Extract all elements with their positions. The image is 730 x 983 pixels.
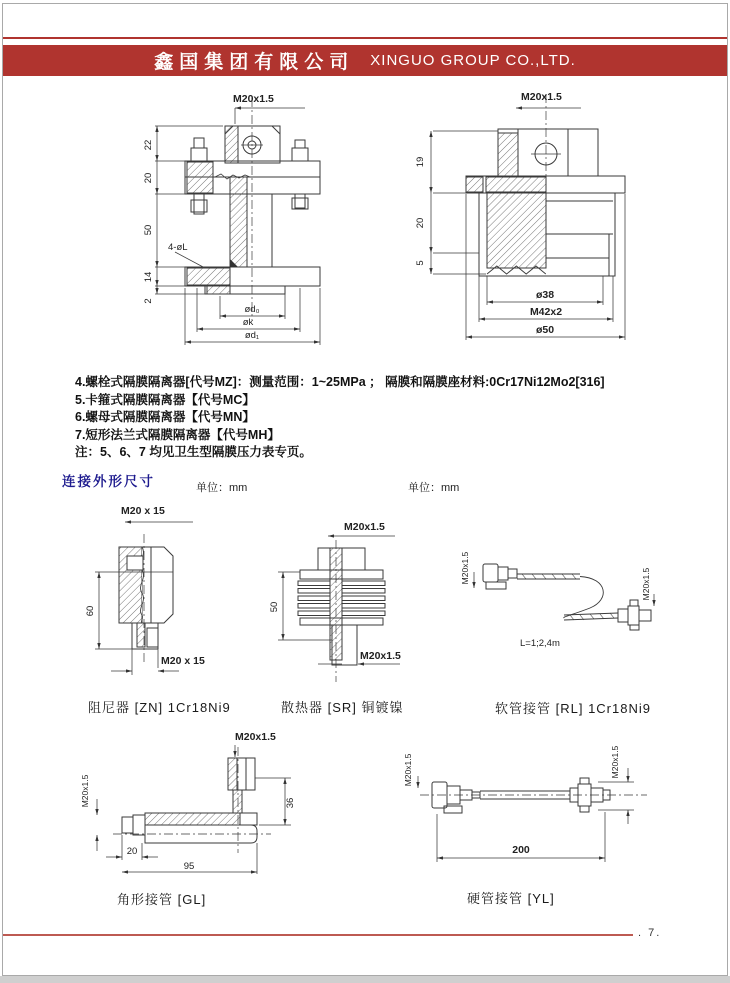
- radiator-thread-bottom-label: M20x1.5: [360, 650, 401, 662]
- company-name-en: XINGUO GROUP CO.,LTD.: [370, 52, 576, 69]
- dim-2: 2: [143, 298, 154, 304]
- angle-thread-top-label: M20x1.5: [235, 731, 276, 743]
- dim-200: 200: [512, 844, 530, 856]
- damper-drawing: [85, 498, 270, 693]
- angle-drawing: [75, 727, 315, 887]
- damper-thread-top-label: M20 x 15: [121, 505, 165, 517]
- header-rule: [3, 37, 727, 39]
- holes-label: 4-øL: [168, 242, 188, 253]
- angle-caption: 角形接管 [GL]: [117, 892, 207, 907]
- dim-5: 5: [415, 260, 426, 266]
- rigid-body: [420, 778, 647, 813]
- rigid-thread-left-label: M20x1.5: [403, 753, 413, 787]
- dim-95: 95: [183, 861, 195, 872]
- dim-14: 14: [143, 271, 154, 283]
- page-number: . 7.: [638, 927, 662, 939]
- rigid-thread-right-label: M20x1.5: [610, 745, 620, 779]
- note-line: 注：5、6、7 均见卫生型隔膜压力表专页。: [75, 445, 312, 459]
- radiator-thread-top-label: M20x1.5: [344, 521, 385, 533]
- angle-thread-side-label: M20x1.5: [80, 774, 90, 808]
- bolt-seal-drawing: [135, 88, 395, 356]
- dim-22: 22: [143, 139, 154, 151]
- hose-caption: 软管接管 [RL] 1Cr18Ni9: [495, 701, 651, 716]
- footer-rule: [3, 934, 633, 936]
- dia-38-label: ø38: [535, 289, 555, 301]
- hose-thread-right-label: M20x1.5: [641, 567, 651, 601]
- company-header-band: [3, 45, 727, 76]
- unit-label-left: 单位：mm: [196, 482, 248, 494]
- scan-edge-shade: [0, 976, 730, 983]
- rigid-drawing: [402, 738, 662, 873]
- bolt-seal-body: [185, 98, 320, 320]
- rigid-caption: 硬管接管 [YL]: [467, 891, 555, 906]
- damper-caption: 阻尼器 [ZN] 1Cr18Ni9: [88, 700, 231, 715]
- dim-50: 50: [143, 224, 154, 236]
- dim-36: 36: [285, 797, 296, 809]
- hose-length-label: L=1;2,4m: [520, 638, 560, 649]
- radiator-drawing: [270, 512, 440, 697]
- note-line: 5.卡箍式隔膜隔离器【代号MC】: [75, 392, 255, 407]
- product-notes: [75, 374, 675, 462]
- dia-d0-label: ød₀: [244, 304, 260, 315]
- m42-label: M42x2: [529, 306, 563, 318]
- company-name-cn: 鑫国集团有限公司: [154, 52, 355, 73]
- dim-50b: 50: [269, 601, 280, 613]
- unit-label-right: 单位：mm: [408, 482, 460, 494]
- dim-20c: 20: [126, 846, 138, 857]
- bolt-seal-thread-label: M20x1.5: [233, 93, 274, 105]
- section-title: 连接外形尺寸: [62, 474, 155, 489]
- note-line: 7.短形法兰式隔膜隔离器【代号MH】: [75, 427, 280, 442]
- compact-seal-thread-label: M20x1.5: [521, 91, 562, 103]
- damper-thread-bottom-label: M20 x 15: [161, 655, 205, 667]
- angle-body: [113, 747, 271, 853]
- hose-drawing: [450, 538, 685, 673]
- damper-body: [119, 534, 173, 662]
- radiator-caption: 散热器 [SR] 铜镀镍: [281, 700, 404, 715]
- note-line: 6.螺母式隔膜隔离器【代号MN】: [75, 410, 255, 424]
- note-line: 4.螺栓式隔膜隔离器[代号MZ]：测量范围：1~25MPa ； 隔膜和隔膜座材料:0Cr17Ni12Mo2[316]: [75, 375, 605, 389]
- dia-d1-label: ød₁: [244, 330, 260, 341]
- hose-thread-left-label: M20x1.5: [460, 551, 470, 585]
- dim-60: 60: [85, 605, 96, 617]
- dia-50-label: ø50: [535, 324, 555, 336]
- hose-body: [483, 564, 651, 630]
- compact-seal-drawing: [403, 86, 685, 348]
- dim-20: 20: [143, 172, 154, 184]
- dia-k-label: øk: [242, 317, 254, 328]
- compact-seal-body: [466, 94, 625, 276]
- dim-19: 19: [415, 156, 426, 168]
- dim-20b: 20: [415, 217, 426, 229]
